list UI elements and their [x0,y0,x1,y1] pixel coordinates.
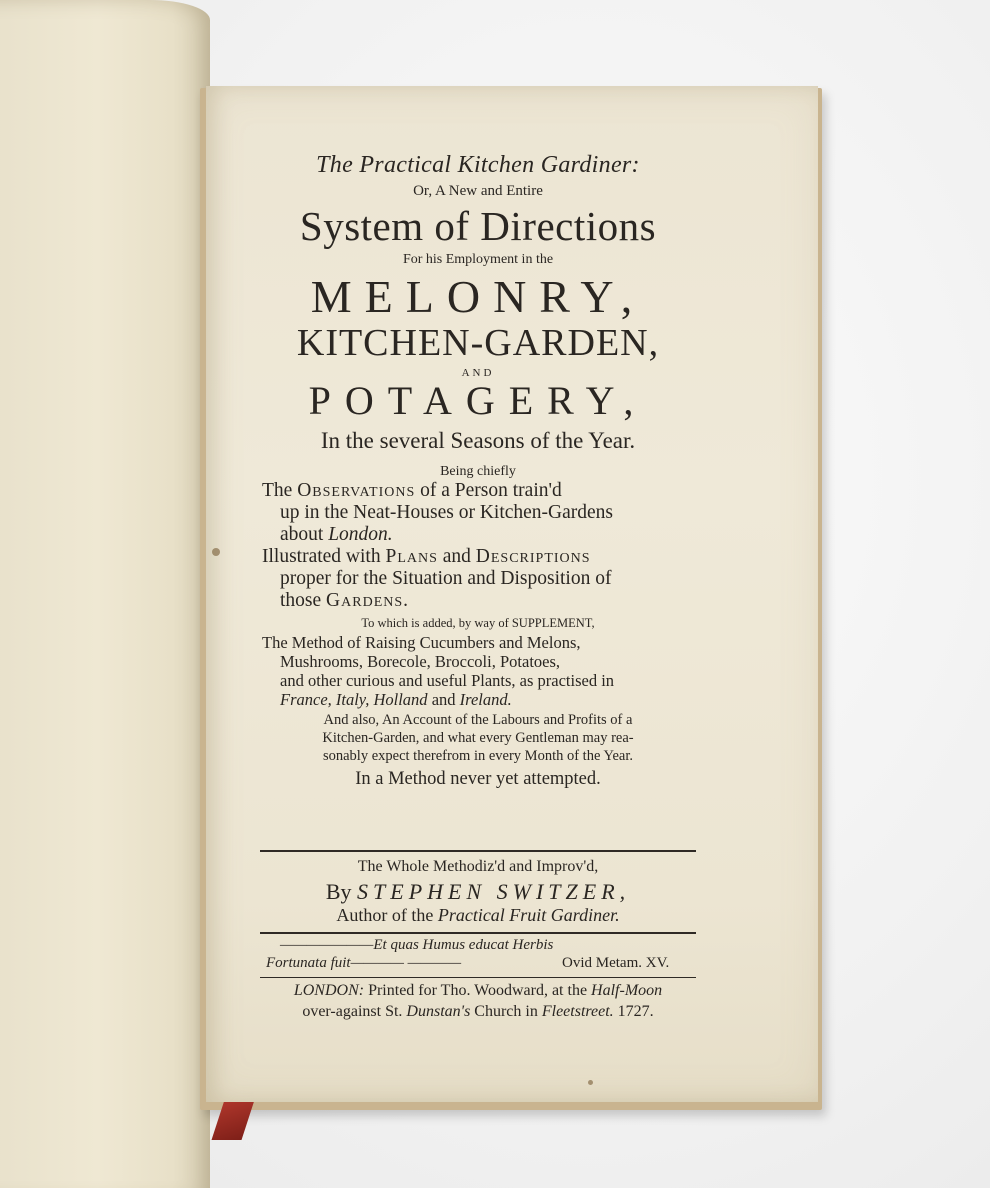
left-blank-page [0,0,210,1188]
heading-kitchen-garden: KITCHEN-GARDEN, [296,322,660,364]
imprint-line-1: LONDON: Printed for Tho. Woodward, at the Half-Moon [293,982,663,999]
author-credentials: Author of the Practical Fruit Gardiner. [336,905,620,925]
subtitle-system: System of Directions [299,203,657,249]
heading-potagery: POTAGERY, [308,378,648,423]
author-name: STEPHEN SWITZER, [357,879,631,904]
methodized-line: The Whole Methodiz'd and Improv'd, [357,858,599,875]
being-chiefly: Being chiefly [440,464,516,479]
seasons-line: In the several Seasons of the Year. [320,428,636,453]
divider-rule [260,932,696,934]
illustrated-paragraph: Illustrated with Plans and Descriptions proper for the Situation and Disposition of those Gardens. [262,546,612,611]
subtitle-employment: For his Employment in the [402,252,554,267]
account-paragraph: And also, An Account of the Labours and Profits of a Kitchen-Garden, and what every Gentleman may rea- sonably expect therefrom in every Month of the Year. [322,712,634,764]
title-page [206,86,818,1102]
heading-melonry: MELONRY, [310,271,646,322]
imprint-year: 1727. [617,1003,654,1020]
latin-quote-line-2: Fortunata fuit———— ———— [266,955,462,971]
supplement-line: To which is added, by way of SUPPLEMENT, [361,616,595,630]
book-title: The Practical Kitchen Gardiner: [316,152,640,178]
author-line: By STEPHEN SWITZER, [325,879,631,904]
divider-rule [260,977,696,978]
heading-and: AND [461,367,495,379]
foxing-spot [588,1080,593,1085]
title-text-block [262,152,694,790]
imprint-line-2: over-against St. Dunstan's Church in Fleetstreet. 1727. [302,1003,654,1020]
quote-source: Ovid Metam. XV. [562,955,670,971]
method-paragraph: The Method of Raising Cucumbers and Melons, Mushrooms, Borecole, Broccoli, Potatoes, and other curious and useful Plants, as practised in France, Italy, Holland and Ireland. [262,633,615,709]
foxing-spot [212,548,220,556]
observations-paragraph: The Observations of a Person train'd up in the Neat-Houses or Kitchen-Gardens about London. [262,480,614,545]
latin-quote-line-1: ———————Et quas Humus educat Herbis [280,937,554,953]
method-never-attempted: In a Method never yet attempted. [355,769,601,789]
divider-rule [260,850,696,852]
subtitle-or: Or, A New and Entire [413,183,543,199]
